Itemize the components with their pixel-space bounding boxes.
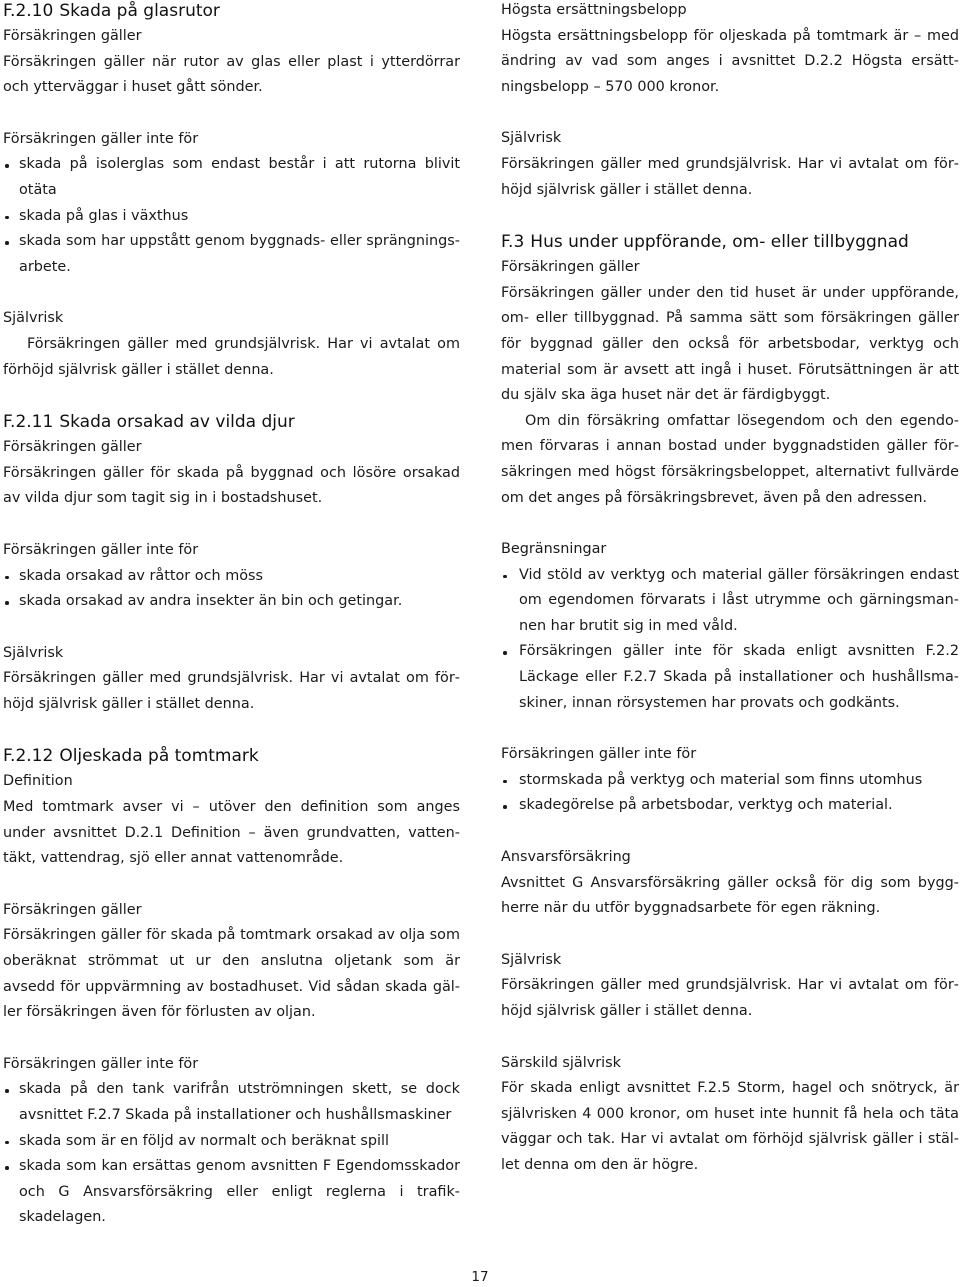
section-title: Skada orsakad av vilda djur: [59, 412, 295, 433]
max-compensation-text: Högsta ersättningsbelopp för oljeskada på tomtmark är – med ändring av vad som anges i avsnittet D.2.2 Högsta ersättningsbelopp – 570 000 kronor.: [501, 27, 959, 95]
exclusions-list: [501, 768, 959, 819]
section-f-2-10: [3, 0, 460, 383]
list-item: skada på isolerglas som endast består i att rutorna blivit otäta: [3, 152, 460, 203]
coverage-text: Försäkringen gäller när rutor av glas eller plast i ytterdörrar och ytterväggar i huset gått sönder.: [3, 53, 460, 96]
section-number: F.2.10: [3, 1, 54, 21]
exclusions-list: [3, 152, 460, 280]
deductible-label: Självrisk: [501, 130, 562, 147]
section-heading: [3, 743, 460, 769]
coverage-text: Försäkringen gäller under den tid huset är under uppförande, om- eller tillbyggnad. På samma sätt som försäkringen gäller för byggnad gäller den också för arbetsbodar, verktyg och material som är avsett att ingå i huset. Förutsättningen är att du själv ska äga huset när det är färdigbyggt.: [501, 284, 959, 404]
list-item: skada orsakad av råttor och möss: [3, 564, 460, 590]
exclusions-label: Försäkringen gäller inte för: [3, 541, 199, 558]
section-number: F.3: [501, 232, 525, 253]
deductible-text: Försäkringen gäller med grundsjälvrisk. Har vi avtalat om förhöjd självrisk gäller i stället denna.: [3, 335, 460, 378]
list-item: skada som har uppstått genom byggnads- eller sprängningsarbete.: [3, 229, 460, 280]
liability-text: Avsnittet G Ansvarsförsäkring gäller också för dig som byggherre när du utför byggnadsarbete för egen räkning.: [501, 874, 959, 917]
coverage-text: Försäkringen gäller för skada på byggnad och lösöre orsakad av vilda djur som tagit sig in i bostadshuset.: [3, 464, 460, 507]
exclusions-label: Försäkringen gäller inte för: [3, 130, 199, 147]
section-number: F.2.11: [3, 412, 54, 433]
special-deductible-text: För skada enligt avsnittet F.2.5 Storm, hagel och snötryck, är självrisken 4 000 kronor, om huset inte hunnit få hela och täta väggar och tak. Har vi avtalat om förhöjd självrisk gäller i stället denna om den är högre.: [501, 1080, 959, 1173]
section-heading: [501, 229, 959, 255]
section-f-2-12: [3, 743, 460, 1231]
section-heading: [3, 409, 460, 435]
list-item: skadegörelse på arbetsbodar, verktyg och material.: [501, 793, 959, 819]
coverage-text: Försäkringen gäller för skada på tomtmark orsakad av olja som oberäknat strömmat ut ur den anslutna oljetank som är avsedd för uppvärmning av bostadhuset. Vid sådan skada gäller försäkringen även för förlusten av oljan.: [3, 927, 460, 1021]
definition-label: Definition: [3, 773, 73, 790]
list-item: skada orsakad av andra insekter än bin och getingar.: [3, 589, 460, 615]
exclusions-label: Försäkringen gäller inte för: [501, 746, 697, 763]
limitations-label: Begränsningar: [501, 541, 607, 558]
section-f-3: [501, 229, 959, 1178]
list-item: Vid stöld av verktyg och material gäller försäkringen endast om egendomen förvarats i låst utrymme och gärningsmannen har brutit sig in med våld.: [501, 563, 959, 640]
deductible-text: Försäkringen gäller med grundsjälvrisk. Har vi avtalat om förhöjd självrisk gäller i stället denna.: [501, 977, 959, 1019]
page-number: 17: [471, 1269, 489, 1285]
exclusions-label: Försäkringen gäller inte för: [3, 1055, 199, 1072]
liability-label: Ansvarsförsäkring: [501, 849, 631, 866]
section-title: Skada på glasrutor: [59, 1, 220, 21]
right-column: [501, 0, 959, 1179]
list-item: skada som är en följd av normalt och beräknat spill: [3, 1129, 460, 1155]
section-title: Hus under uppförande, om- eller tillbyggnad: [530, 232, 909, 253]
deductible-label: Självrisk: [3, 310, 64, 327]
special-deductible-label: Särskild självrisk: [501, 1054, 621, 1071]
limitations-list: [501, 563, 959, 717]
coverage-label: Försäkringen gäller: [501, 259, 640, 276]
section-heading: [3, 0, 460, 24]
list-item: skada på glas i växthus: [3, 204, 460, 230]
section-f-2-11: [3, 409, 460, 717]
max-compensation-label: Högsta ersättningsbelopp: [501, 2, 687, 18]
list-item: skada som kan ersättas genom avsnitten F Egendomsskador och G Ansvarsförsäkring eller enligt reglerna i trafikskadelagen.: [3, 1154, 460, 1231]
section-title: Oljeskada på tomtmark: [59, 746, 259, 767]
coverage-text-continued: Om din försäkring omfattar lösegendom och den egendomen förvaras i annan bostad under byggnadstiden gäller försäkringen med högst försäkringsbeloppet, alternativt fullvärde om det anges på försäkringsbrevet, även på den adressen.: [501, 412, 959, 506]
definition-text: Med tomtmark avser vi – utöver den definition som anges under avsnittet D.2.1 Definition – även grundvatten, vattentäkt, vattendrag, sjö eller annat vattenområde.: [3, 799, 460, 867]
list-item: Försäkringen gäller inte för skada enligt avsnitten F.2.2 Läckage eller F.2.7 Skada på installationer och hushållsmaskiner, innan rörsystemen har provats och godkänts.: [501, 639, 959, 716]
exclusions-list: [3, 1077, 460, 1231]
exclusions-list: [3, 564, 460, 615]
coverage-label: Försäkringen gäller: [3, 901, 142, 918]
coverage-label: Försäkringen gäller: [3, 28, 142, 44]
section-number: F.2.12: [3, 746, 54, 767]
deductible-label: Självrisk: [3, 644, 64, 661]
left-column: [3, 0, 460, 1231]
list-item: stormskada på verktyg och material som finns utomhus: [501, 768, 959, 794]
deductible-label: Självrisk: [501, 951, 562, 968]
coverage-label: Försäkringen gäller: [3, 439, 142, 456]
list-item: skada på den tank varifrån utströmningen skett, se dock avsnittet F.2.7 Skada på installationer och hushållsmaskiner: [3, 1077, 460, 1128]
deductible-text: Försäkringen gäller med grundsjälvrisk. Har vi avtalat om förhöjd självrisk gäller i stället denna.: [501, 155, 959, 198]
deductible-text: Försäkringen gäller med grundsjälvrisk. Har vi avtalat om förhöjd självrisk gäller i stället denna.: [3, 670, 460, 712]
section-f-2-12-continued: [501, 0, 959, 203]
